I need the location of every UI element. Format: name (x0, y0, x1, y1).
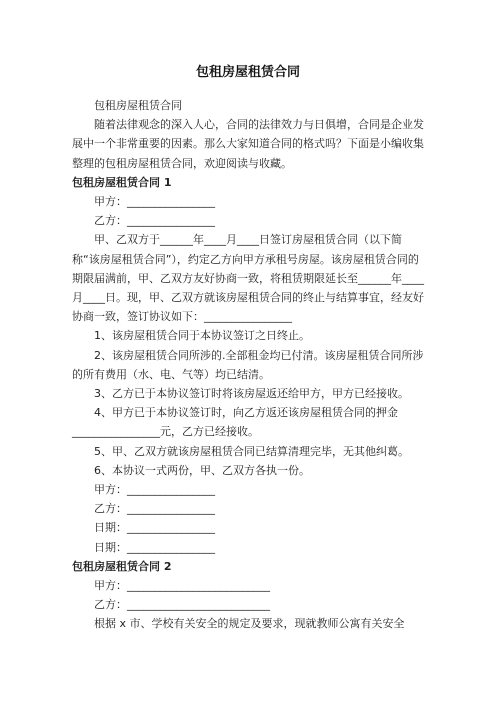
paragraph: 6、本协议一式两份，甲、乙双方各执一份。 (94, 463, 310, 477)
paragraph: 2、该房屋租赁合同所涉的.全部租金均已付清。该房屋租赁合同所涉的所有费用（水、电、气等）均已结清。 (72, 348, 424, 381)
paragraph: 甲方：__________________________ (94, 579, 270, 593)
paragraph: 5、甲、乙双方就该房屋租赁合同已结算清理完毕，无其他纠葛。 (94, 444, 409, 458)
section-heading: 包租房屋租赁合同 2 (72, 559, 172, 573)
paragraph: 甲方：________________ (94, 195, 215, 209)
paragraph: 甲方：________________ (94, 483, 215, 497)
paragraph: 乙方：________________ (94, 214, 215, 228)
document-title: 包租房屋租赁合同 (195, 65, 300, 80)
paragraph: 根据 x 市、学校有关安全的规定及要求，现就教师公寓有关安全 (94, 617, 405, 631)
document-body (72, 96, 426, 634)
paragraph: 包租房屋租赁合同 (94, 99, 182, 112)
paragraph: 1、该房屋租赁合同于本协议签订之日终止。 (94, 329, 310, 343)
paragraph: 随着法律观念的深入人心，合同的法律效力与日俱增，合同是企业发展中一个非常重要的因素。那么大家知道合同的格式吗？下面是小编收集整理的包租房屋租赁合同，欢迎阅读与收藏。 (72, 118, 424, 170)
paragraph: 日期：________________ (94, 521, 215, 535)
paragraph: 4、甲方已于本协议签订时，向乙方返还该房屋租赁合同的押金________________元，乙方已经接收。 (72, 406, 398, 439)
paragraph: 3、乙方已于本协议签订时将该房屋返还给甲方，甲方已经接收。 (94, 387, 409, 401)
paragraph: 乙方：__________________________ (94, 598, 270, 612)
paragraph: 乙方：________________ (94, 502, 215, 516)
section-heading: 包租房屋租赁合同 1 (72, 175, 172, 189)
paragraph: 甲、乙双方于______年____月____日签订房屋租赁合同（以下简称“该房屋租赁合同”），约定乙方向甲方承租号房屋。该房屋租赁合同的期限届满前，甲、乙双方友好协商一致，将租赁期限延长至______年____月____日。现，甲、乙双方就该房屋租赁合同的终止与结算事宜，经友好协商一致，签订协议如下：________________ (72, 233, 424, 324)
paragraph: 日期：________________ (94, 540, 215, 554)
